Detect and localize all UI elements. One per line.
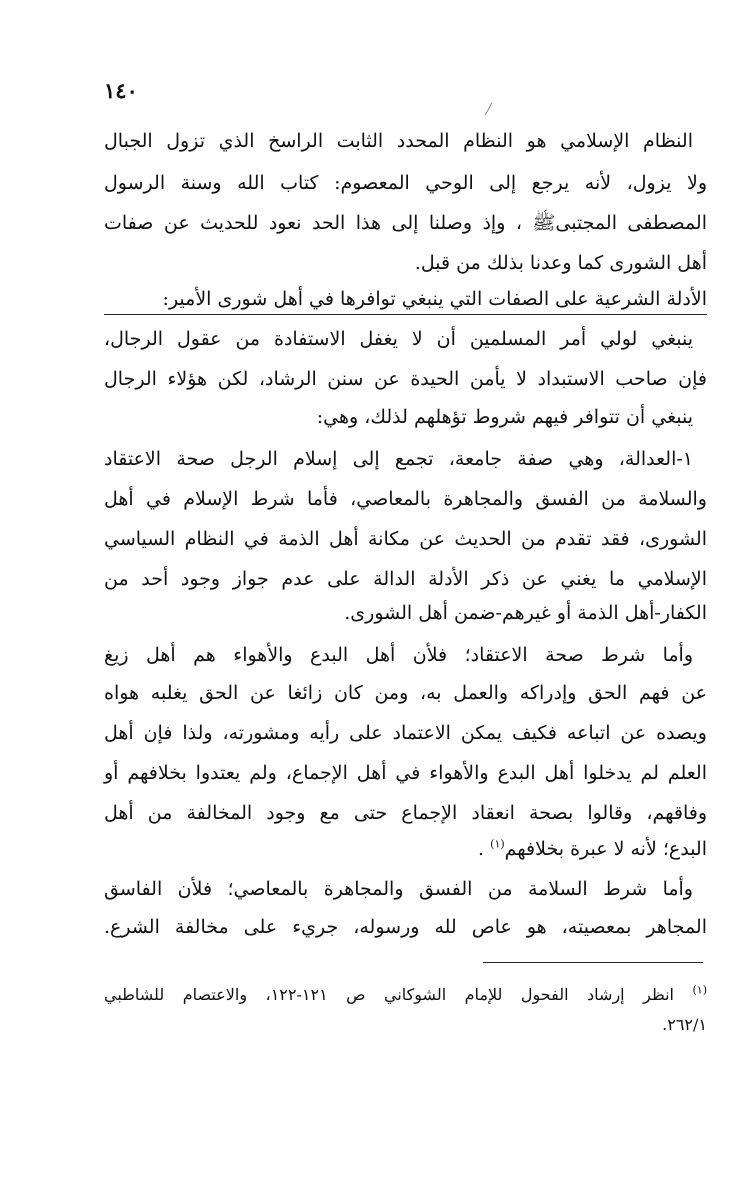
p1-line-2: فإن صاحب الاستبداد لا يأمن الحيدة عن سنن الرشاد، لكن هؤلاء الرجال xyxy=(104,368,707,390)
p3-line-4: العلم لم يدخلوا أهل البدع والأهواء في أهل الإجماع، ولم يعتدوا بخلافهم أو xyxy=(104,762,707,784)
footnote-line-2: ٢٦٢/١. xyxy=(662,1015,707,1034)
stray-pen-mark xyxy=(485,103,492,116)
p3-line-3: ويصده عن اتباعه فكيف يمكن الاعتماد على رأيه ومشورته، ولذا فإن أهل xyxy=(104,722,707,744)
p3-line-6-end: . xyxy=(478,838,491,860)
section-heading: الأدلة الشرعية على الصفات التي ينبغي توافرها في أهل شورى الأمير: xyxy=(162,288,707,310)
intro-line-1: النظام الإسلامي هو النظام المحدد الثابت الراسخ الذي تزول الجبال xyxy=(104,130,693,152)
p3-line-2: عن فهم الحق وإدراكه والعمل به، ومن كان زائغا عن الحق يغلبه هواه xyxy=(104,682,707,704)
p4-line-1: وأما شرط السلامة من الفسق والمجاهرة بالمعاصي؛ فلأن الفاسق xyxy=(104,878,693,900)
footnote-separator xyxy=(483,962,703,963)
p2-line-1: ١-العدالة، وهي صفة جامعة، تجمع إلى إسلام الرجل صحة الاعتقاد xyxy=(104,448,693,470)
p3-line-6-text: البدع؛ لأنه لا عبرة بخلافهم xyxy=(504,838,707,860)
p3-line-1: وأما شرط صحة الاعتقاد؛ فلأن أهل البدع والأهواء هم أهل زيغ xyxy=(104,644,693,666)
footnote-marker: (١) xyxy=(692,983,707,997)
intro-line-2: ولا يزول، لأنه يرجع إلى الوحي المعصوم: كتاب الله وسنة الرسول xyxy=(104,172,707,194)
footnote-line-1 xyxy=(104,982,707,1008)
heading-underline xyxy=(104,314,707,315)
footnote-text-1: انظر إرشاد الفحول للإمام الشوكاني ص ١٢١-١٢٢، والاعتصام للشاطبي xyxy=(104,985,674,1004)
p3-line-6 xyxy=(104,834,707,864)
p1-line-3: ينبغي أن تتوافر فيهم شروط تؤهلهم لذلك، وهي: xyxy=(316,406,693,428)
page-number: ١٤٠ xyxy=(104,78,138,103)
intro-line-4: أهل الشورى كما وعدنا بذلك من قبل. xyxy=(414,252,707,274)
p2-line-2: والسلامة من الفسق والمجاهرة بالمعاصي، فأما شرط الإسلام في أهل xyxy=(104,488,707,510)
p1-line-1: ينبغي لولي أمر المسلمين أن لا يغفل الاستفادة من عقول الرجال، xyxy=(104,328,693,350)
p3-line-5: وفاقهم، وقالوا بصحة انعقاد الإجماع حتى مع وجود المخالفة من أهل xyxy=(104,802,707,824)
p2-line-4: الإسلامي ما يغني عن ذكر الأدلة الدالة على عدم جواز وجود أحد من xyxy=(104,568,707,590)
intro-line-3: المصطفى المجتبىﷺ ، وإذ وصلنا إلى هذا الحد نعود للحديث عن صفات xyxy=(104,212,707,234)
p2-line-5: الكفار-أهل الذمة أو غيرهم-ضمن أهل الشورى. xyxy=(344,602,707,624)
p2-line-3: الشورى، فقد تقدم من الحديث عن مكانة أهل الذمة في النظام السياسي xyxy=(104,528,707,550)
p4-line-2: المجاهر بمعصيته، هو عاص لله ورسوله، جريء على مخالفة الشرع. xyxy=(104,916,707,938)
footnote-reference[interactable]: (١) xyxy=(490,837,505,851)
